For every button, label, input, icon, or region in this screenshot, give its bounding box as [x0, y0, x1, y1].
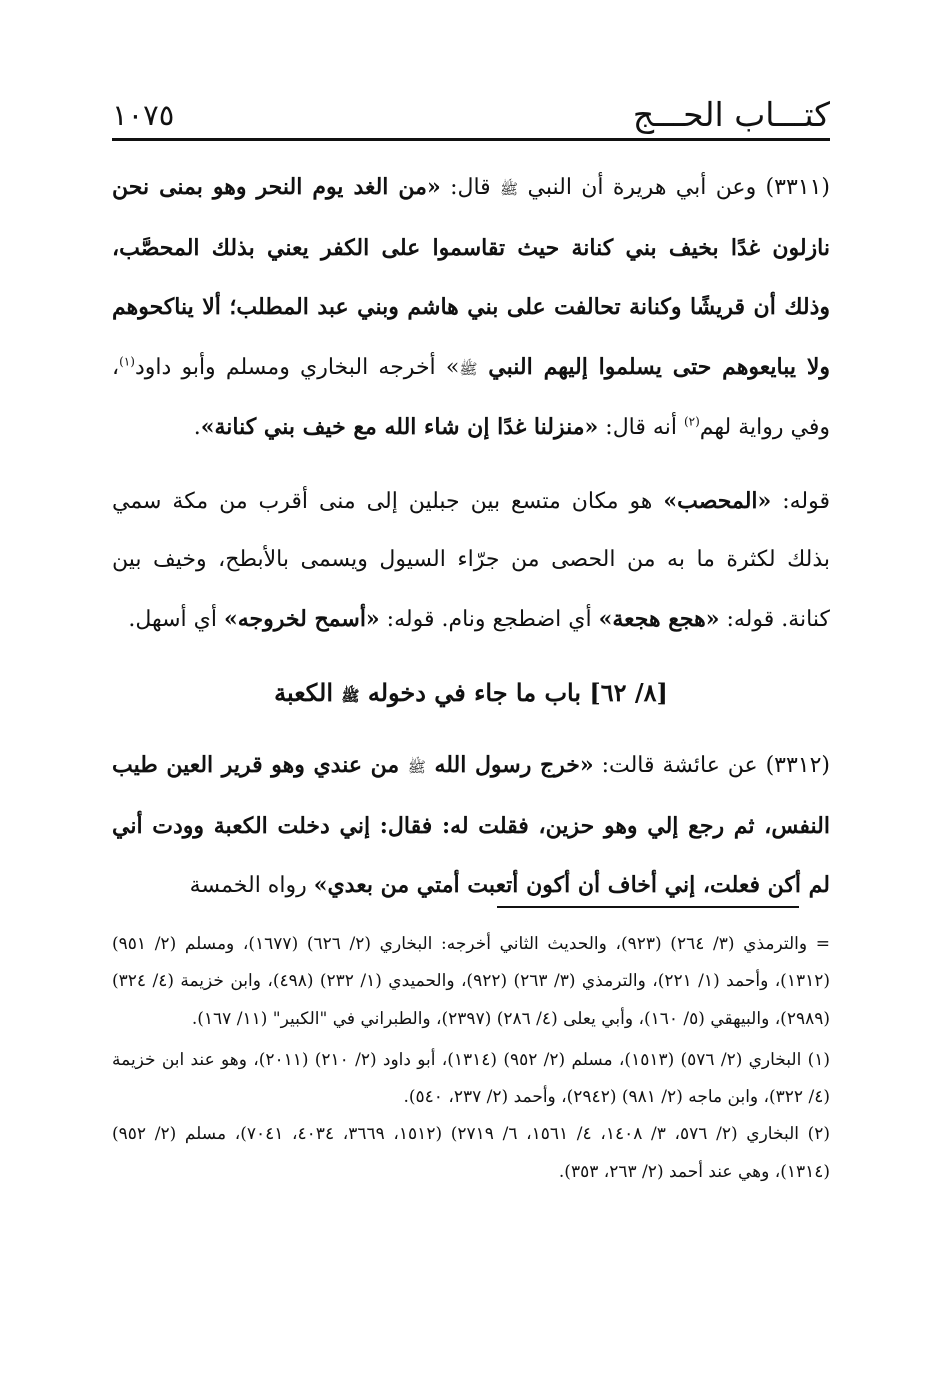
hadith-number: (٣٣١٢)	[757, 753, 831, 778]
hadith-quote: «من الغد يوم النحر وهو بمنى نحن نازلون غدًا بخيف بني كنانة حيث تقاسموا على الكفر يعني بذلك المحصَّب، وذلك أن قريشًا وكنانة تحالفت على بني هاشم وبني عبد المطلب؛ ألا يناكحوهم ولا يبايعوهم حتى يسلموا إليهم النبي	[112, 174, 831, 380]
glossary: قوله: «المحصب» هو مكان متسع بين جبلين إلى منى أقرب من مكة سمي بذلك لكثرة ما به من الحصى من جرّاء السيول ويسمى بالأبطح، وخيف بين كنانة. قوله: «هجع هجعة» أي اضطجع ونام. قوله: «أسمح لخروجه» أي أسهل.	[112, 487, 830, 632]
hadith-riwaya: ، وفي رواية لهم	[112, 354, 830, 440]
hadith-quote-2: «منزلنا غدًا إن شاء الله مع خيف بني كنانة»	[200, 414, 599, 440]
hadith-intro: وعن أبي هريرة أن النبي	[518, 175, 757, 200]
hadith-anna: أنه قال:	[598, 415, 684, 440]
page-number: ١٠٧٥	[112, 98, 175, 132]
footnotes	[112, 926, 830, 1191]
footnote-2: (٢) البخاري (٢/ ٥٧٦، ٣/ ١٤٠٨، ٤/ ١٥٦١، ٦/ ٢٧١٩) (١٥١٢، ٣٦٦٩، ٤٠٣٤، ٧٠٤١)، مسلم (٢/ ٩٥٢) (١٣١٤)، وهي عند أحمد (٢/ ٢٦٣، ٣٥٣).	[112, 1124, 831, 1182]
footnote-continuation: = والترمذي (٣/ ٢٦٤) (٩٢٣)، والحديث الثاني أخرجه: البخاري (٢/ ٦٢٦) (١٦٧٧)، ومسلم (٢/ ٩٥١) (١٣١٢)، وأحمد (١/ ٢٢١)، والترمذي (٣/ ٢٦٣) (٩٢٢)، والحميدي (١/ ٢٣٢) (٤٩٨)، وابن خزيمة (٤/ ٣٢٤) (٢٩٨٩)، والبيهقي (٥/ ١٦٠)، وأبي يعلى (٤/ ٢٨٦) (٢٣٩٧)، والطبراني في "الكبير" (١١/ ١٦٧).	[112, 934, 830, 1029]
hadith-takhrij: » أخرجه البخاري ومسلم وأبو داود	[134, 354, 460, 380]
footnote-1: (١) البخاري (٢/ ٥٧٦) (١٥١٣)، مسلم (٢/ ٩٥٢) (١٣١٤)، أبو داود (٢/ ٢١٠) (٢٠١١)، وهو عند ابن خزيمة (٤/ ٣٢٢)، وابن ماجه (٢/ ٩٨١) (٢٩٤٢)، وأحمد (٢/ ٢٣٧، ٥٤٠).	[112, 1049, 831, 1108]
main-text	[112, 152, 830, 916]
footnote-ref-2: (٢)	[683, 414, 700, 429]
salawat-glyph: ﷺ	[500, 180, 519, 198]
header-rule	[112, 138, 830, 141]
footnote-ref-1: (١)	[119, 354, 135, 369]
chapter-heading: [٨/ ٦٢] باب ما جاء في دخوله ﷺ الكعبة	[274, 678, 668, 707]
book-title: كتـــاب الحـــج	[632, 95, 830, 134]
hadith-3311	[112, 158, 830, 458]
footnote-rule	[497, 906, 799, 908]
hadith-end: .	[193, 415, 201, 440]
salawat-glyph: ﷺ	[341, 687, 360, 705]
running-header	[112, 92, 830, 138]
hadith-number: (٣٣١١)	[756, 175, 830, 200]
salawat-glyph: ﷺ	[407, 758, 426, 776]
salawat-glyph: ﷺ	[459, 359, 478, 378]
hadith-3312: (٣٣١٢) عن عائشة قالت: «خرج رسول الله ﷺ من عندي وهو قرير العين طيب النفس، ثم رجع إلي وهو حزين، فقلت له: فقال: إني دخلت الكعبة وودت أني لم أكن فعلت، إني أخاف أن أكون أتعبت أمتي من بعدي» رواه الخمسة	[112, 752, 831, 898]
hadith-said: قال:	[440, 175, 501, 200]
